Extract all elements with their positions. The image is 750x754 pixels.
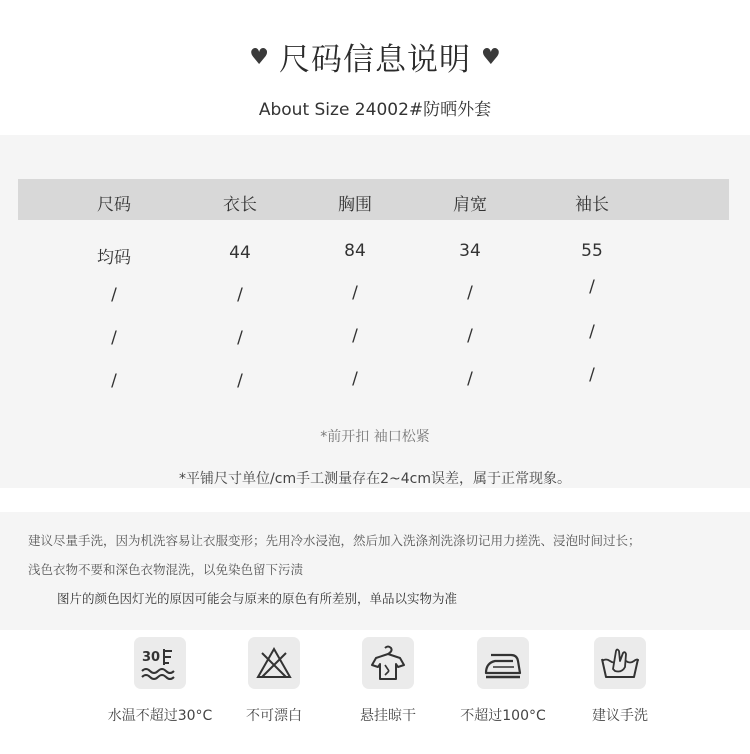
care-item-hand-wash xyxy=(550,637,690,725)
column-header: 尺码 xyxy=(97,195,131,215)
column-header: 胸围 xyxy=(338,195,372,215)
table-row xyxy=(18,365,729,401)
iron-icon xyxy=(477,637,529,689)
care-label: 不超过100°C xyxy=(460,708,546,724)
heart-right-icon: ♥ xyxy=(481,45,501,70)
title-row xyxy=(0,34,750,79)
table-cell: / xyxy=(589,365,595,385)
table-cell: / xyxy=(352,369,358,389)
wash-temp-text: 30 xyxy=(142,650,161,665)
column-header: 袖长 xyxy=(575,195,609,215)
table-cell: / xyxy=(111,371,117,391)
table-cell: / xyxy=(237,328,243,348)
table-cell: 44 xyxy=(229,243,251,263)
table-cell: / xyxy=(467,369,473,389)
hang-dry-icon xyxy=(362,637,414,689)
table-row xyxy=(18,241,729,271)
table-cell: / xyxy=(589,322,595,342)
hand-wash-icon xyxy=(594,637,646,689)
table-cell: 55 xyxy=(581,241,603,261)
table-cell: / xyxy=(467,326,473,346)
table-row xyxy=(18,322,729,358)
size-panel xyxy=(0,135,750,488)
table-cell: / xyxy=(237,285,243,305)
table-cell: / xyxy=(111,285,117,305)
table-cell: / xyxy=(111,328,117,348)
column-header: 衣长 xyxy=(223,195,257,215)
color-disclaimer: 图片的颜色因灯光的原因可能会与原来的原色有所差别，单品以实物为准 xyxy=(57,591,458,606)
table-cell: / xyxy=(352,326,358,346)
header xyxy=(0,0,750,135)
care-label: 不可漂白 xyxy=(246,708,302,724)
page-subtitle: About Size 24002#防晒外套 xyxy=(258,100,492,120)
size-table-header xyxy=(18,179,729,220)
care-label: 悬挂晾干 xyxy=(360,708,416,724)
care-label: 建议手洗 xyxy=(592,708,648,724)
care-instructions-panel xyxy=(0,512,750,630)
wash-30-icon xyxy=(134,637,186,689)
table-cell: 84 xyxy=(344,241,366,261)
table-row xyxy=(18,277,729,315)
table-cell: / xyxy=(467,283,473,303)
table-cell: / xyxy=(352,283,358,303)
table-cell: / xyxy=(589,277,595,297)
care-text-line: 浅色衣物不要和深色衣物混洗，以免染色留下污渍 xyxy=(28,562,304,577)
page-title: 尺码信息说明 xyxy=(279,42,471,78)
section-divider xyxy=(0,488,750,512)
care-label: 水温不超过30°C xyxy=(107,708,213,724)
care-text-line: 建议尽量手洗，因为机洗容易让衣服变形；先用冷水浸泡，然后加入洗涤剂洗涤切记用力搓洗、浸泡时间过长； xyxy=(28,533,641,548)
table-cell: / xyxy=(237,371,243,391)
feature-note: *前开扣 袖口松紧 xyxy=(320,429,430,445)
column-header: 肩宽 xyxy=(453,195,487,215)
heart-left-icon: ♥ xyxy=(249,45,269,70)
table-cell: 均码 xyxy=(97,248,131,268)
table-cell: 34 xyxy=(459,241,481,261)
care-icons-row xyxy=(0,630,750,754)
measurement-note: *平铺尺寸单位/cm手工测量存在2~4cm误差，属于正常现象。 xyxy=(179,471,571,487)
no-bleach-icon xyxy=(248,637,300,689)
